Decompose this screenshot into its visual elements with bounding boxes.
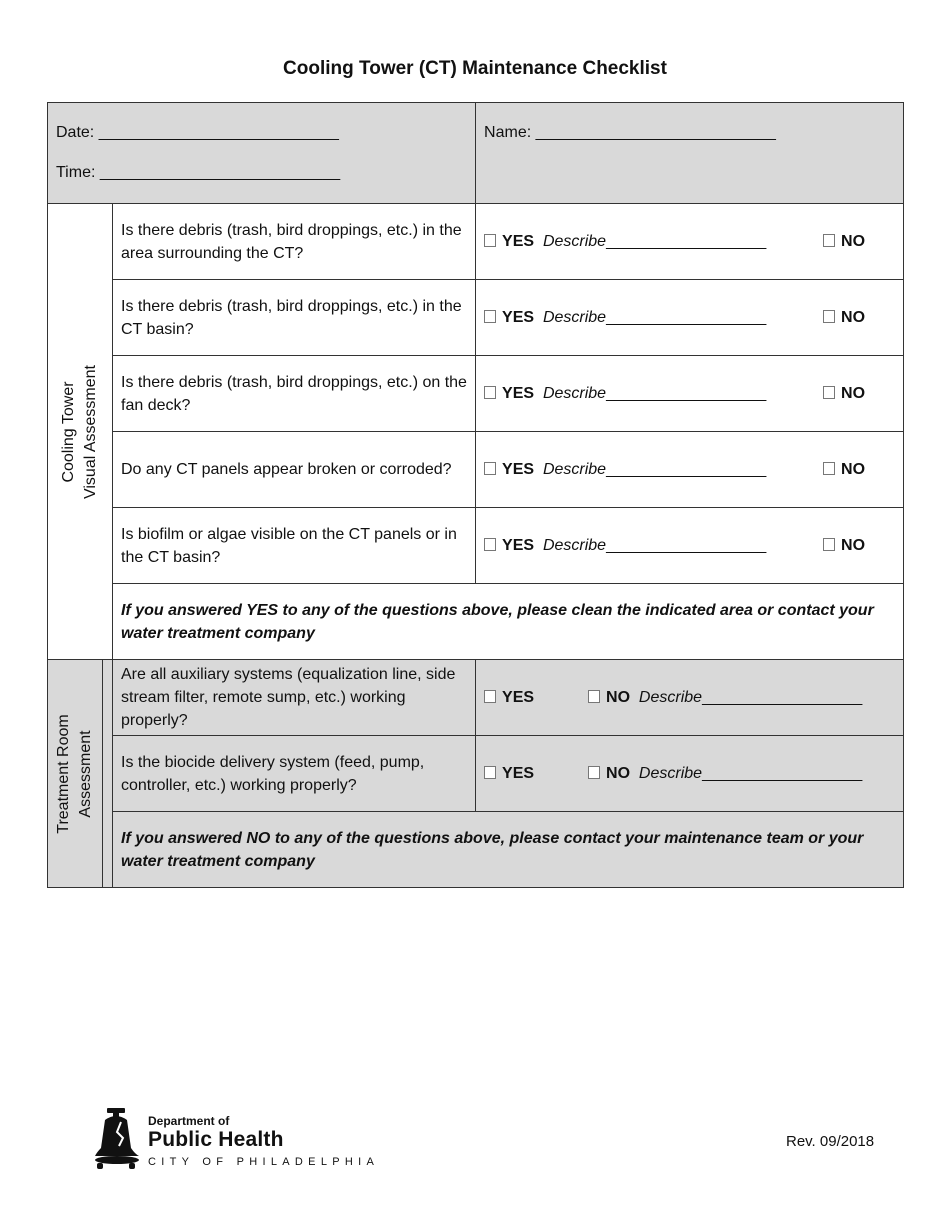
describe-field[interactable]: __________________ — [606, 460, 767, 478]
no-label: NO — [841, 536, 866, 554]
yes-label: YES — [502, 536, 535, 554]
describe-label: Describe — [542, 232, 607, 250]
yes-checkbox[interactable] — [484, 310, 496, 323]
question-text: Is there debris (trash, bird droppings, etc.) on the fan deck? — [113, 356, 476, 432]
section-label-line: Assessment — [77, 729, 94, 818]
section-note: If you answered YES to any of the questions above, please clean the indicated area or contact your water treatment company — [113, 584, 904, 660]
question-text: Is there debris (trash, bird droppings, etc.) in the area surrounding the CT? — [113, 204, 476, 280]
no-checkbox[interactable] — [588, 766, 600, 779]
describe-field[interactable]: __________________ — [606, 384, 767, 402]
no-label: NO — [606, 764, 631, 782]
yes-label: YES — [502, 460, 535, 478]
yes-checkbox[interactable] — [484, 766, 496, 779]
describe-label: Describe — [542, 460, 607, 478]
no-checkbox[interactable] — [823, 386, 835, 399]
describe-label: Describe — [542, 308, 607, 326]
yes-label: YES — [502, 764, 535, 782]
describe-label: Describe — [638, 764, 703, 782]
table-row — [48, 432, 904, 508]
describe-label: Describe — [542, 536, 607, 554]
section-label-treatment-room — [48, 660, 103, 888]
question-text: Is there debris (trash, bird droppings, etc.) in the CT basin? — [113, 280, 476, 356]
no-label: NO — [606, 688, 631, 706]
logo-department-of: Department of — [148, 1114, 230, 1128]
answer-cell — [476, 660, 904, 736]
section-label-line: Visual Assessment — [82, 364, 99, 499]
revision-date: Rev. 09/2018 — [786, 1133, 875, 1150]
no-label: NO — [841, 460, 866, 478]
yes-checkbox[interactable] — [484, 538, 496, 551]
yes-checkbox[interactable] — [484, 462, 496, 475]
table-row — [48, 812, 904, 888]
describe-field[interactable]: __________________ — [606, 232, 767, 250]
yes-label: YES — [502, 384, 535, 402]
table-row — [48, 204, 904, 280]
yes-label: YES — [502, 232, 535, 250]
table-row — [48, 280, 904, 356]
answer-cell — [476, 736, 904, 812]
name-field[interactable]: Name: ___________________________ — [484, 124, 776, 141]
describe-field[interactable]: __________________ — [606, 536, 767, 554]
no-checkbox[interactable] — [588, 690, 600, 703]
yes-label: YES — [502, 308, 535, 326]
no-checkbox[interactable] — [823, 462, 835, 475]
yes-checkbox[interactable] — [484, 234, 496, 247]
table-row — [48, 660, 904, 736]
table-row — [48, 584, 904, 660]
section-note: If you answered NO to any of the questions above, please contact your maintenance team or your water treatment company — [113, 812, 904, 888]
describe-field[interactable]: __________________ — [606, 308, 767, 326]
answer-cell — [476, 204, 904, 280]
question-text: Is the biocide delivery system (feed, pump, controller, etc.) working properly? — [113, 736, 476, 812]
answer-cell — [476, 432, 904, 508]
no-label: NO — [841, 308, 866, 326]
answer-cell — [476, 508, 904, 584]
section-label-line: Cooling Tower — [60, 380, 77, 483]
describe-field[interactable]: __________________ — [702, 764, 863, 782]
logo-city-of-philadelphia: CITY OF PHILADELPHIA — [148, 1156, 380, 1168]
yes-checkbox[interactable] — [484, 690, 496, 703]
yes-checkbox[interactable] — [484, 386, 496, 399]
table-row — [48, 736, 904, 812]
describe-field[interactable]: __________________ — [702, 688, 863, 706]
section-label-visual-assessment — [48, 204, 113, 660]
yes-label: YES — [502, 688, 535, 706]
question-text: Are all auxiliary systems (equalization line, side stream filter, remote sump, etc.) working properly? — [113, 660, 476, 736]
department-logo-text — [148, 1114, 379, 1170]
date-time-cell — [48, 103, 476, 204]
time-field[interactable]: Time: ___________________________ — [56, 164, 341, 181]
section-label-line: Treatment Room — [55, 713, 72, 834]
no-checkbox[interactable] — [823, 234, 835, 247]
section-divider-strip — [103, 660, 113, 888]
table-row — [48, 356, 904, 432]
no-checkbox[interactable] — [823, 538, 835, 551]
no-label: NO — [841, 384, 866, 402]
header-row — [48, 103, 904, 204]
name-cell — [476, 103, 904, 204]
question-text: Do any CT panels appear broken or corroded? — [113, 432, 476, 508]
answer-cell — [476, 356, 904, 432]
logo-public-health: Public Health — [148, 1128, 284, 1151]
describe-label: Describe — [542, 384, 607, 402]
page-title: Cooling Tower (CT) Maintenance Checklist — [283, 58, 667, 79]
no-label: NO — [841, 232, 866, 250]
table-row — [48, 508, 904, 584]
describe-label: Describe — [638, 688, 703, 706]
checklist-table — [47, 102, 904, 888]
no-checkbox[interactable] — [823, 310, 835, 323]
question-text: Is biofilm or algae visible on the CT panels or in the CT basin? — [113, 508, 476, 584]
answer-cell — [476, 280, 904, 356]
date-field[interactable]: Date: ___________________________ — [56, 124, 339, 141]
